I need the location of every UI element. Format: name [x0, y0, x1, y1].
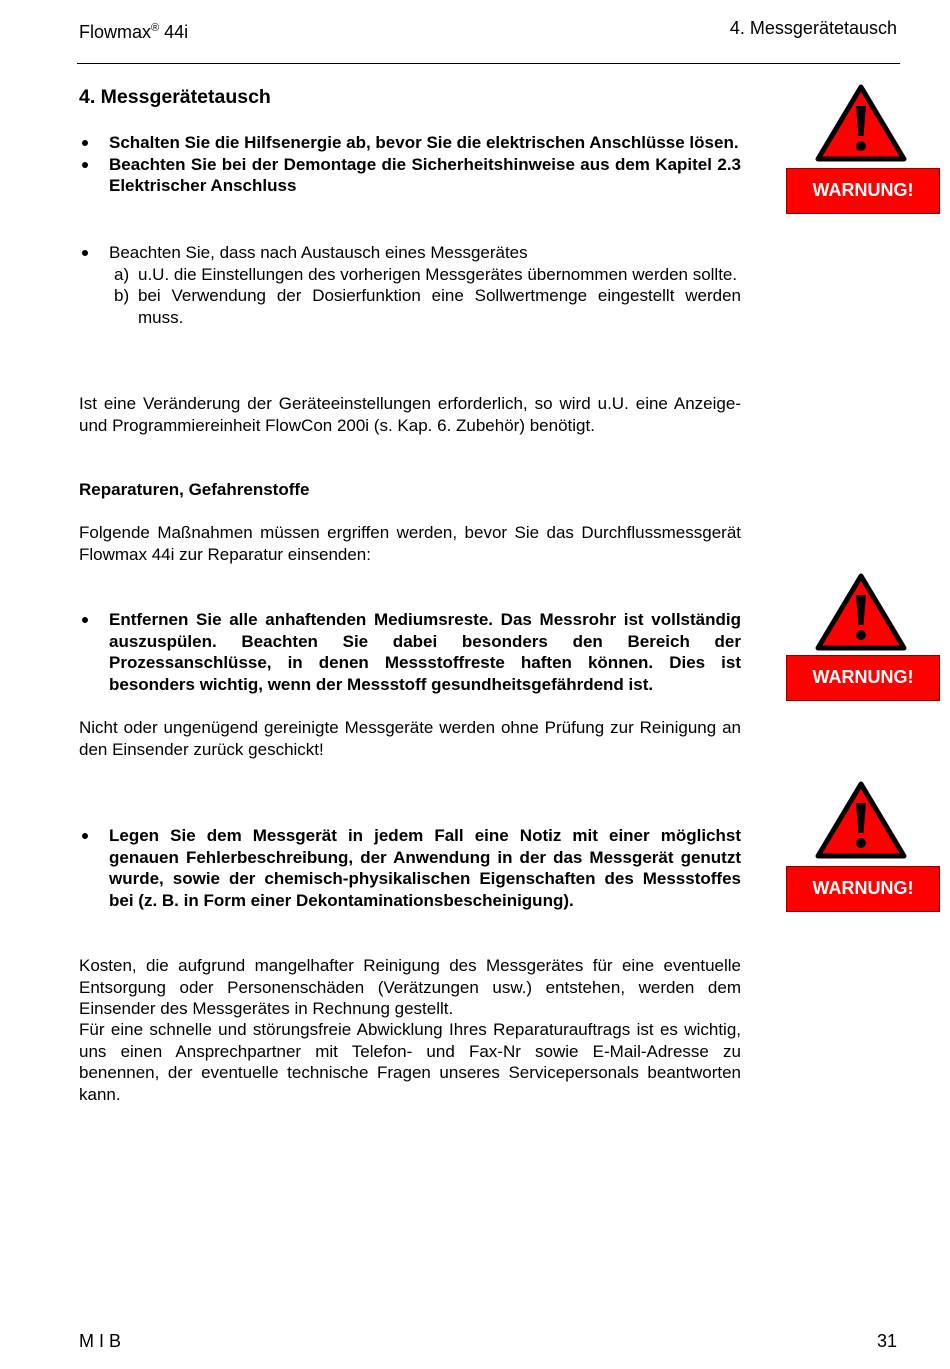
warning-triangle-icon	[815, 84, 907, 162]
product-name: Flowmax	[79, 22, 152, 42]
warning-triangle-icon	[815, 573, 907, 651]
note-bullet-list	[79, 242, 741, 264]
sub-item-text: bei Verwendung der Dosierfunktion eine Sollwertmenge eingestellt werden muss.	[138, 286, 741, 327]
section-title: 4. Messgerätetausch	[79, 86, 271, 108]
header-rule	[77, 63, 900, 64]
warning-triangle-icon	[815, 781, 907, 859]
warning-label: WARNUNG!	[786, 168, 940, 214]
sub-item-a	[79, 264, 741, 286]
product-model: 44i	[159, 22, 189, 42]
settings-paragraph: Ist eine Veränderung der Geräteeinstellungen erforderlich, so wird u.U. eine Anzeige- und Programmiereinheit FlowCon 200i (s. Kap. 6. Zubehör) benötigt.	[79, 394, 741, 435]
list-item: Beachten Sie, dass nach Austausch eines Messgerätes	[79, 242, 741, 264]
not-cleaned-paragraph: Nicht oder ungenügend gereinigte Messgeräte werden ohne Prüfung zur Reinigung an den Einsender zurück geschickt!	[79, 718, 741, 759]
warning-label: WARNUNG!	[786, 655, 940, 701]
list-item: Legen Sie dem Messgerät in jedem Fall eine Notiz mit einer möglichst genauen Fehlerbeschreibung, der Anwendung in der das Messgerät genutzt wurde, sowie der chemisch-physikalischen Eigenschaften des Messstoffes bei (z. B. in Form einer Dekontaminationsbescheinigung).	[79, 825, 741, 911]
warning-bullet-list-1	[79, 132, 741, 197]
note-bullet-block	[79, 242, 741, 328]
sub-item-b	[79, 285, 741, 328]
list-item: Schalten Sie die Hilfsenergie ab, bevor Sie die elektrischen Anschlüsse lösen.	[79, 132, 741, 154]
registered-mark: ®	[151, 22, 160, 34]
list-item: Entfernen Sie alle anhaftenden Mediumsreste. Das Messrohr ist vollständig auszuspülen. Beachten Sie dabei besonders den Bereich der Prozessanschlüsse, in denen Messstoffreste haften können. Dies ist besonders wichtig, wenn der Messstoff gesundheitsgefährdend ist.	[79, 609, 741, 695]
warning-bullet-list-2	[79, 609, 741, 695]
sub-item-text: u.U. die Einstellungen des vorherigen Messgerätes übernommen werden sollte.	[138, 264, 738, 284]
header-chapter: 4. Messgerätetausch	[729, 18, 897, 38]
sub-item-label: b)	[114, 286, 130, 305]
repair-heading: Reparaturen, Gefahrenstoffe	[79, 480, 310, 499]
header-product	[79, 18, 188, 44]
repair-intro-paragraph: Folgende Maßnahmen müssen ergriffen werden, bevor Sie das Durchflussmessgerät Flowmax 44i zur Reparatur einsenden:	[79, 523, 741, 564]
list-item: Beachten Sie bei der Demontage die Sicherheitshinweise aus dem Kapitel 2.3 Elektrischer Anschluss	[79, 154, 741, 197]
warning-bullet-list-3	[79, 825, 741, 911]
warning-label: WARNUNG!	[786, 866, 940, 912]
footer-left: M I B	[79, 1331, 122, 1351]
sub-item-label: a)	[114, 264, 130, 284]
contact-paragraph: Für eine schnelle und störungsfreie Abwicklung Ihres Reparaturauftrags ist es wichtig, uns einen Ansprechpartner mit Telefon- und Fax-Nr sowie E-Mail-Adresse zu benennen, der eventuelle technische Fragen unseres Servicepersonals beantworten kann.	[79, 1020, 741, 1104]
costs-paragraph: Kosten, die aufgrund mangelhafter Reinigung des Messgerätes für eine eventuelle Entsorgung oder Personenschäden (Verätzungen usw.) entstehen, werden dem Einsender des Messgerätes in Rechnung gestellt.	[79, 956, 741, 1018]
page-number: 31	[876, 1331, 897, 1351]
